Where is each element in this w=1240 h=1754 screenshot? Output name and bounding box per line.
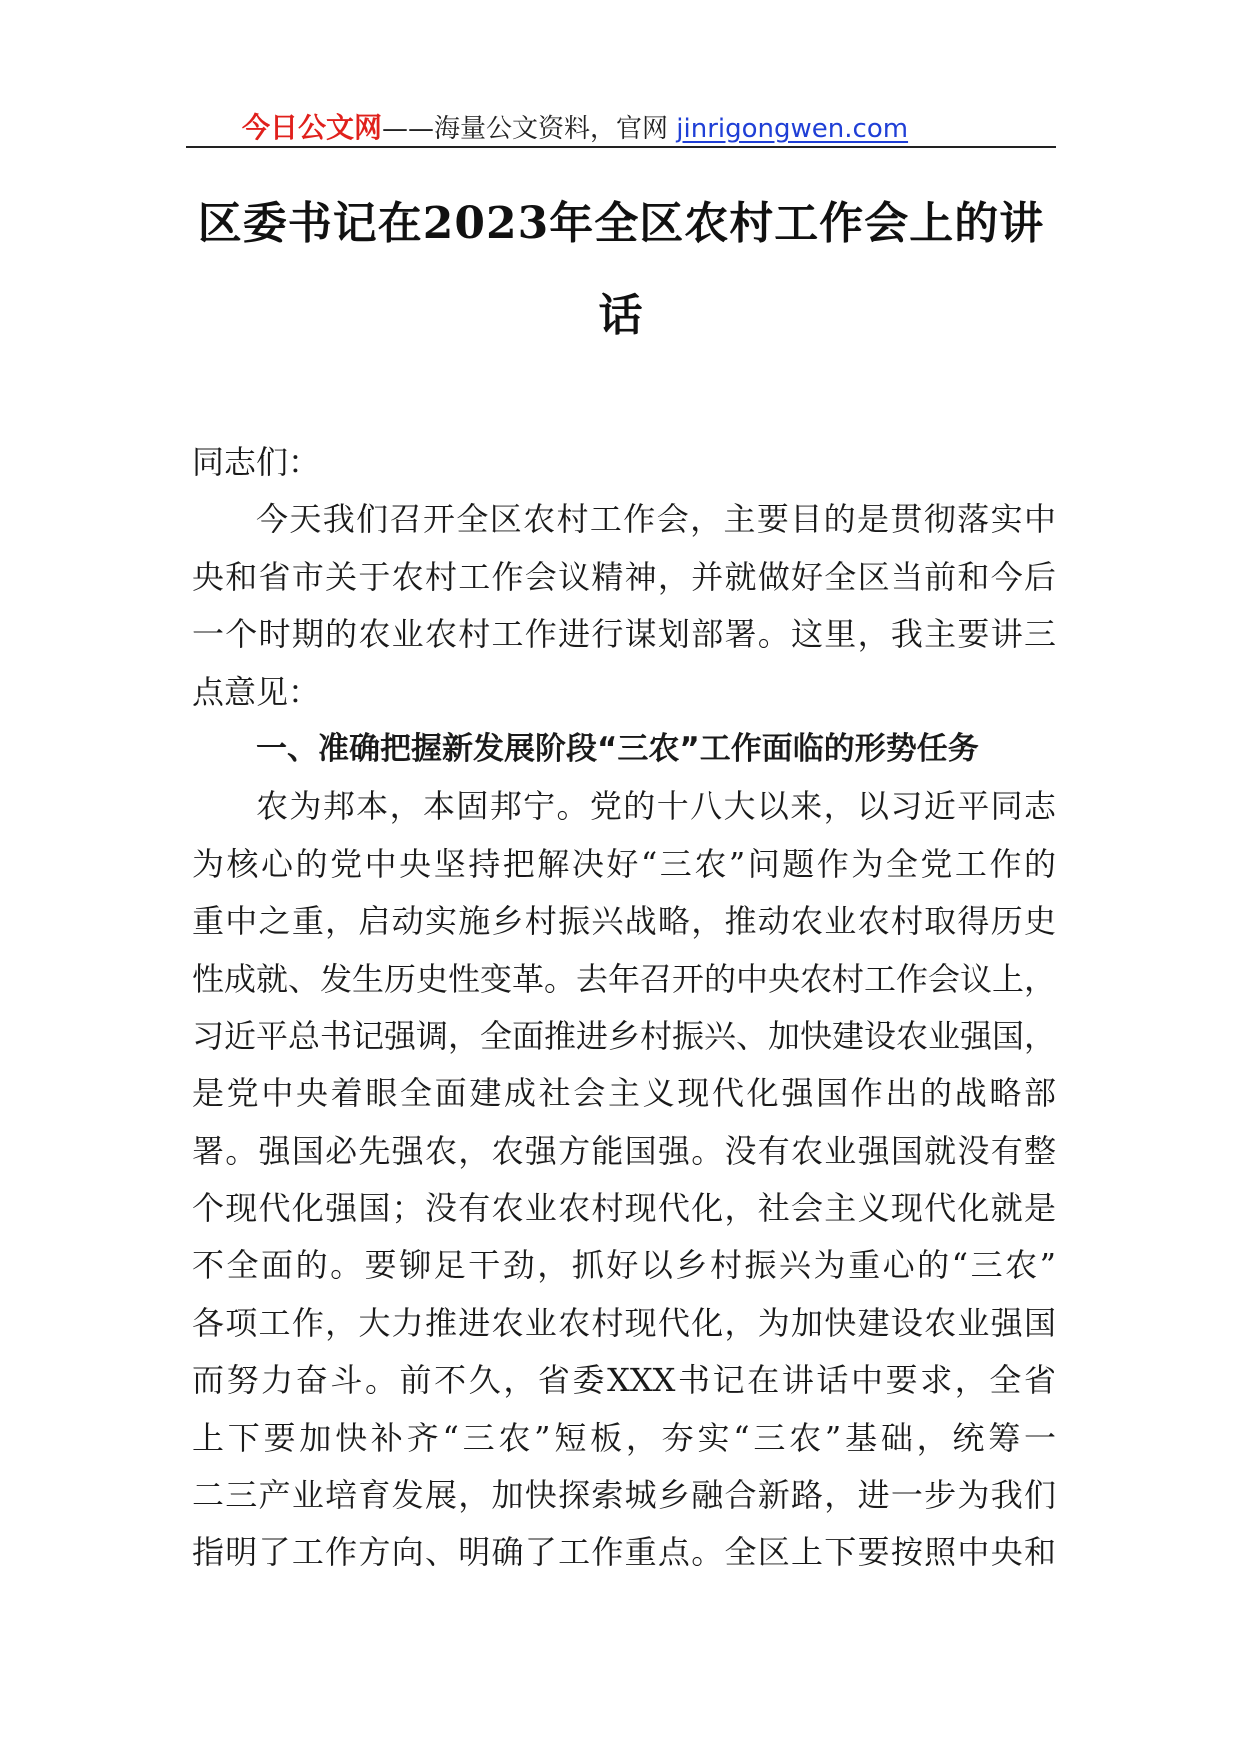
- body-line: 是党中央着眼全面建成社会主义现代化强国作出的战略部: [192, 1074, 1056, 1113]
- title-line-2: 话: [598, 290, 644, 341]
- body-line: 今天我们召开全区农村工作会，主要目的是贯彻落实中: [256, 500, 1056, 539]
- document-title: [186, 178, 1056, 362]
- body-line: 个现代化强国；没有农业农村现代化，社会主义现代化就是: [192, 1189, 1056, 1228]
- body-line: 农为邦本，本固邦宁。党的十八大以来，以习近平同志: [256, 787, 1056, 826]
- body-line: 央和省市关于农村工作会议精神，并就做好全区当前和今后: [192, 557, 1056, 596]
- body-line: 为核心的党中央坚持把解决好“三农”问题作为全党工作的: [192, 844, 1056, 883]
- section-heading: 一、准确把握新发展阶段“三农”工作面临的形势任务: [256, 730, 979, 767]
- body-line: 重中之重，启动实施乡村振兴战略，推动农业农村取得历史: [192, 902, 1056, 941]
- header-banner: [242, 106, 908, 146]
- site-link[interactable]: jinrigongwen.com: [676, 114, 909, 144]
- brand-name[interactable]: 今日公文网: [242, 111, 383, 144]
- body-line: 指明了工作方向、明确了工作重点。全区上下要按照中央和: [192, 1533, 1056, 1572]
- site-header: [186, 100, 1056, 148]
- header-tagline: ——海量公文资料，官网: [382, 114, 669, 144]
- body-line: 点意见：: [192, 672, 321, 711]
- body-line: 各项工作，大力推进农业农村现代化，为加快建设农业强国: [192, 1303, 1056, 1342]
- body-line: 性成就、发生历史性变革。去年召开的中央农村工作会议上，: [192, 959, 1056, 998]
- title-line-1: 区委书记在2023年全区农村工作会上的讲: [197, 198, 1045, 249]
- body-line: 不全面的。要铆足干劲，抓好以乡村振兴为重心的“三农”: [192, 1246, 1056, 1285]
- body-line: 一个时期的农业农村工作进行谋划部署。这里，我主要讲三: [192, 615, 1056, 654]
- body-line: 而努力奋斗。前不久，省委XXX书记在讲话中要求，全省: [192, 1361, 1056, 1400]
- body-line: 二三产业培育发展，加快探索城乡融合新路，进一步为我们: [192, 1476, 1056, 1515]
- salutation: 同志们：: [192, 443, 321, 481]
- body-line: 署。强国必先强农，农强方能国强。没有农业强国就没有整: [192, 1131, 1056, 1170]
- body-line: 习近平总书记强调，全面推进乡村振兴、加快建设农业强国，: [192, 1016, 1056, 1055]
- document-body: [192, 434, 1056, 1582]
- body-line: 上下要加快补齐“三农”短板，夯实“三农”基础，统筹一: [192, 1418, 1056, 1457]
